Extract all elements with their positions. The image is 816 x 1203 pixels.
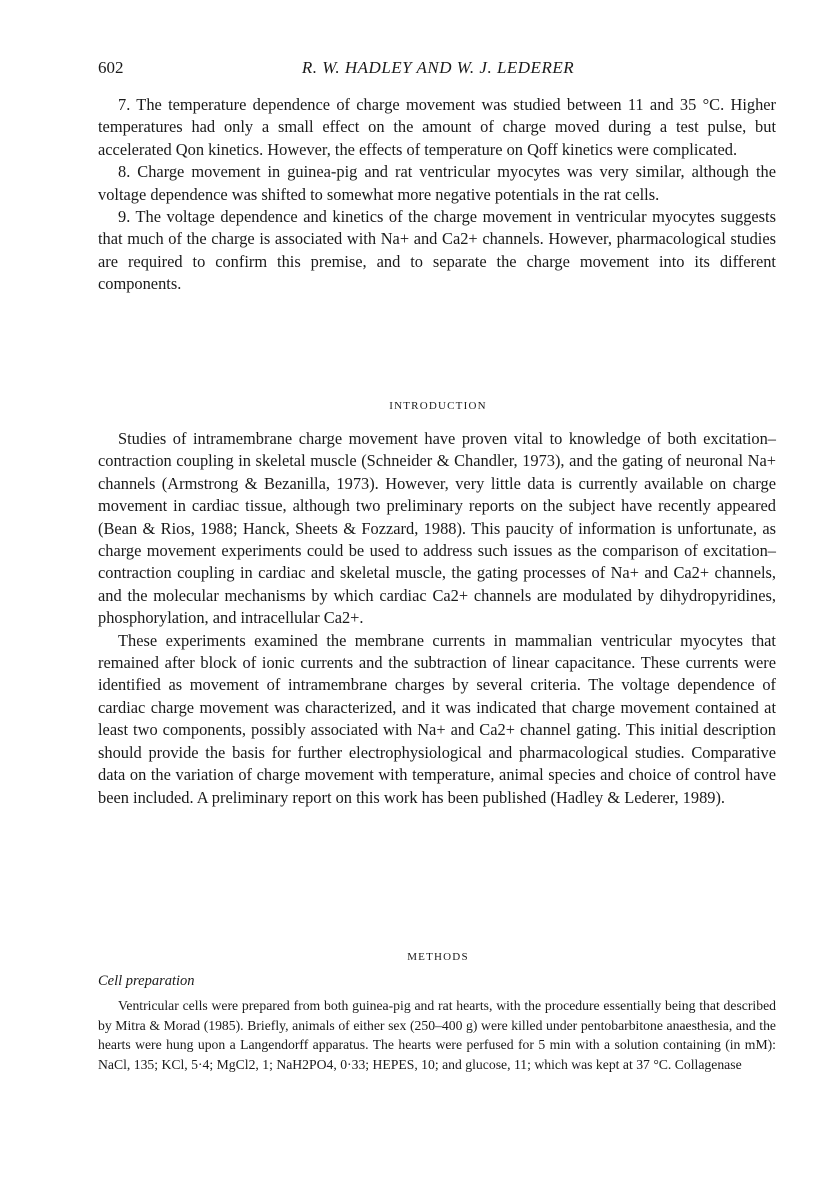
methods-body [98, 996, 776, 1074]
introduction-heading: INTRODUCTION [389, 400, 487, 412]
summary-item-9: 9. The voltage dependence and kinetics of the charge movement in ventricular myocytes suggests that much of the charge is associated with Na+ and Ca2+ channels. However, pharmacological studies are required to confirm this premise, and to separate the charge movement into its different components. [98, 207, 776, 294]
methods-paragraph: Ventricular cells were prepared from both guinea-pig and rat hearts, with the procedure essentially being that described by Mitra & Morad (1985). Briefly, animals of either sex (250–400 g) were killed under pentobarbitone anaesthesia, and the hearts were hung upon a Langendorff apparatus. The hearts were perfused for 5 min with a solution containing (in mM): NaCl, 135; KCl, 5·4; MgCl2, 1; NaH2PO4, 0·33; HEPES, 10; and glucose, 11; which was kept at 37 °C. Collagenase [98, 998, 776, 1072]
methods-heading: METHODS [407, 951, 469, 963]
running-head [98, 58, 778, 88]
cell-preparation-subheading: Cell preparation [98, 973, 195, 989]
introduction-body [98, 428, 776, 809]
summary-item-7: 7. The temperature dependence of charge movement was studied between 11 and 35 °C. Higher temperatures had only a small effect on the amount of charge moved during a test pulse, but accelerated Qon kinetics. However, the effects of temperature on Qoff kinetics were complicated. [98, 95, 776, 159]
running-head-authors: R. W. HADLEY AND W. J. LEDERER [301, 58, 575, 77]
summary-continuation [98, 94, 776, 296]
introduction-paragraph-1: Studies of intramembrane charge movement have proven vital to knowledge of both excitation–contraction coupling in skeletal muscle (Schneider & Chandler, 1973), and the gating of neuronal Na+ channels (Armstrong & Bezanilla, 1973). However, very little data is currently available on charge movement in cardiac tissue, although two preliminary reports on the subject have recently appeared (Bean & Rios, 1988; Hanck, Sheets & Fozzard, 1988). This paucity of information is unfortunate, as charge movement experiments could be used to address such issues as the comparison of excitation–contraction coupling in cardiac and skeletal muscle, the gating processes of Na+ and Ca2+ channels, and the molecular mechanisms by which cardiac Ca2+ channels are modulated by dihydropyridines, phosphorylation, and intracellular Ca2+. [98, 429, 776, 628]
introduction-paragraph-2: These experiments examined the membrane currents in mammalian ventricular myocytes that remained after block of ionic currents and the subtraction of linear capacitance. These currents were identified as movement of intramembrane charges by several criteria. The voltage dependence of cardiac charge movement was characterized, and it was indicated that charge movement contained at least two components, possibly associated with Na+ and Ca2+ channel gating. This initial description should provide the basis for further electrophysiological and pharmacological studies. Comparative data on the variation of charge movement with temperature, animal species and choice of control have been included. A preliminary report on this work has been published (Hadley & Lederer, 1989). [98, 630, 776, 807]
page-number: 602 [98, 58, 124, 77]
summary-item-8: 8. Charge movement in guinea-pig and rat ventricular myocytes was very similar, although the voltage dependence was shifted to somewhat more negative potentials in the rat cells. [98, 162, 776, 204]
